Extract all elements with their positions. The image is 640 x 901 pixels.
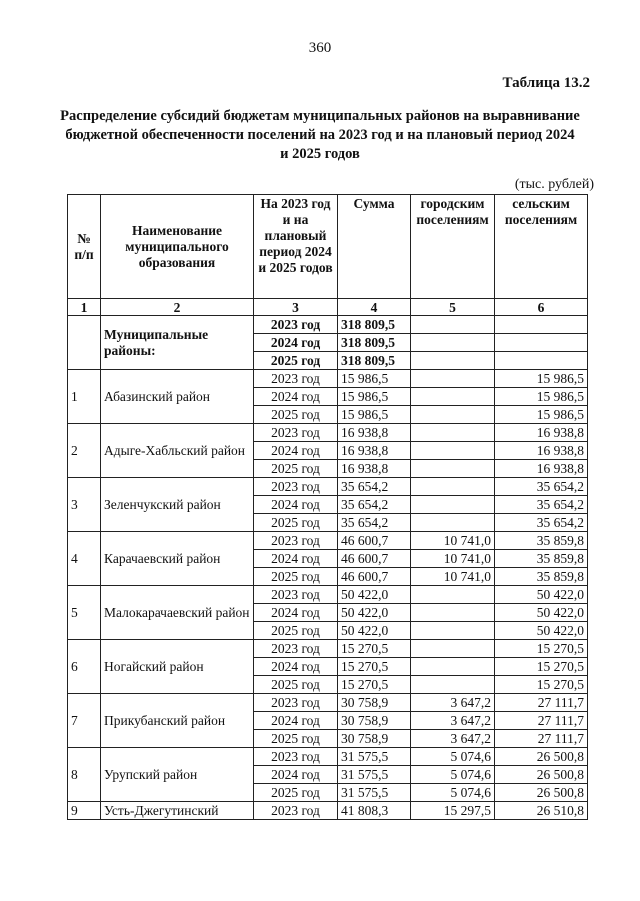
- header-name: Наименование муниципального образования: [101, 195, 254, 299]
- city-settlements-cell: [411, 442, 495, 460]
- city-settlements-cell: 3 647,2: [411, 730, 495, 748]
- header-num: № п/п: [68, 195, 101, 299]
- sum-cell: 41 808,3: [338, 802, 411, 820]
- sum-cell: 30 758,9: [338, 712, 411, 730]
- document-title: Распределение субсидий бюджетам муниципальных районов на выравнивание бюджетной обеспеченности поселений на 2023 год и на плановый период 2024 и 2025 годов: [60, 108, 580, 162]
- city-settlements-cell: [411, 334, 495, 352]
- rural-settlements-cell: 26 500,8: [495, 766, 588, 784]
- table-row: [68, 640, 588, 658]
- year-cell: 2024 год: [254, 658, 338, 676]
- district-name: Урупский район: [101, 748, 254, 802]
- year-cell: 2023 год: [254, 748, 338, 766]
- year-cell: 2023 год: [254, 316, 338, 334]
- table-row: [68, 532, 588, 550]
- row-number: 4: [68, 532, 101, 586]
- table-row: [68, 424, 588, 442]
- city-settlements-cell: [411, 406, 495, 424]
- city-settlements-cell: 5 074,6: [411, 748, 495, 766]
- sum-cell: 31 575,5: [338, 766, 411, 784]
- year-cell: 2024 год: [254, 388, 338, 406]
- year-cell: 2024 год: [254, 604, 338, 622]
- rural-settlements-cell: 16 938,8: [495, 442, 588, 460]
- rural-settlements-cell: 15 270,5: [495, 658, 588, 676]
- header-rural: сельским поселениям: [495, 195, 588, 299]
- table-label: Таблица 13.2: [502, 75, 590, 91]
- city-settlements-cell: 10 741,0: [411, 568, 495, 586]
- year-cell: 2025 год: [254, 622, 338, 640]
- sum-cell: 15 986,5: [338, 388, 411, 406]
- year-cell: 2024 год: [254, 550, 338, 568]
- rural-settlements-cell: 26 510,8: [495, 802, 588, 820]
- table-row: [68, 586, 588, 604]
- sum-cell: 30 758,9: [338, 694, 411, 712]
- row-number: 9: [68, 802, 101, 820]
- sum-cell: 15 270,5: [338, 676, 411, 694]
- rural-settlements-cell: [495, 316, 588, 334]
- year-cell: 2025 год: [254, 730, 338, 748]
- row-number: 2: [68, 424, 101, 478]
- city-settlements-cell: 15 297,5: [411, 802, 495, 820]
- sum-cell: 15 270,5: [338, 658, 411, 676]
- column-number: 2: [101, 299, 254, 316]
- sum-cell: 35 654,2: [338, 514, 411, 532]
- sum-cell: 15 986,5: [338, 406, 411, 424]
- year-cell: 2025 год: [254, 352, 338, 370]
- year-cell: 2025 год: [254, 514, 338, 532]
- rural-settlements-cell: 50 422,0: [495, 604, 588, 622]
- rural-settlements-cell: 35 859,8: [495, 568, 588, 586]
- rural-settlements-cell: [495, 352, 588, 370]
- rural-settlements-cell: 15 986,5: [495, 370, 588, 388]
- district-name: Карачаевский район: [101, 532, 254, 586]
- city-settlements-cell: [411, 352, 495, 370]
- rural-settlements-cell: 35 859,8: [495, 532, 588, 550]
- district-name: Адыге-Хабльский район: [101, 424, 254, 478]
- sum-cell: 35 654,2: [338, 478, 411, 496]
- sum-cell: 50 422,0: [338, 622, 411, 640]
- year-cell: 2023 год: [254, 586, 338, 604]
- row-number: 3: [68, 478, 101, 532]
- city-settlements-cell: [411, 388, 495, 406]
- rural-settlements-cell: 35 654,2: [495, 514, 588, 532]
- sum-cell: 46 600,7: [338, 532, 411, 550]
- year-cell: 2024 год: [254, 496, 338, 514]
- table-row: [68, 370, 588, 388]
- sum-cell: 15 986,5: [338, 370, 411, 388]
- rural-settlements-cell: 15 986,5: [495, 388, 588, 406]
- rural-settlements-cell: 26 500,8: [495, 748, 588, 766]
- year-cell: 2025 год: [254, 676, 338, 694]
- year-cell: 2023 год: [254, 532, 338, 550]
- row-number: 8: [68, 748, 101, 802]
- sum-cell: 318 809,5: [338, 352, 411, 370]
- column-number: 6: [495, 299, 588, 316]
- city-settlements-cell: 3 647,2: [411, 694, 495, 712]
- rural-settlements-cell: 16 938,8: [495, 424, 588, 442]
- city-settlements-cell: [411, 604, 495, 622]
- table-row: [68, 802, 588, 820]
- rural-settlements-cell: 27 111,7: [495, 730, 588, 748]
- district-name: Абазинский район: [101, 370, 254, 424]
- row-number: 7: [68, 694, 101, 748]
- year-cell: 2025 год: [254, 406, 338, 424]
- city-settlements-cell: 3 647,2: [411, 712, 495, 730]
- rural-settlements-cell: 27 111,7: [495, 712, 588, 730]
- sum-cell: 16 938,8: [338, 424, 411, 442]
- rural-settlements-cell: 35 859,8: [495, 550, 588, 568]
- district-name: Малокарачаевский район: [101, 586, 254, 640]
- rural-settlements-cell: 27 111,7: [495, 694, 588, 712]
- sum-cell: 31 575,5: [338, 748, 411, 766]
- rural-settlements-cell: 35 654,2: [495, 478, 588, 496]
- year-cell: 2025 год: [254, 784, 338, 802]
- units-label: (тыс. рублей): [514, 177, 594, 192]
- rural-settlements-cell: 50 422,0: [495, 622, 588, 640]
- table-row: [68, 694, 588, 712]
- page-number: 360: [308, 40, 332, 56]
- sum-cell: 15 270,5: [338, 640, 411, 658]
- district-name: Ногайский район: [101, 640, 254, 694]
- city-settlements-cell: 5 074,6: [411, 766, 495, 784]
- sum-cell: 50 422,0: [338, 586, 411, 604]
- sum-cell: 30 758,9: [338, 730, 411, 748]
- city-settlements-cell: [411, 514, 495, 532]
- rural-settlements-cell: 15 986,5: [495, 406, 588, 424]
- column-number: 3: [254, 299, 338, 316]
- district-name: Прикубанский район: [101, 694, 254, 748]
- sum-cell: 318 809,5: [338, 316, 411, 334]
- sum-cell: 35 654,2: [338, 496, 411, 514]
- column-number: 1: [68, 299, 101, 316]
- city-settlements-cell: [411, 478, 495, 496]
- city-settlements-cell: 5 074,6: [411, 784, 495, 802]
- rural-settlements-cell: 15 270,5: [495, 676, 588, 694]
- year-cell: 2023 год: [254, 640, 338, 658]
- rural-settlements-cell: 35 654,2: [495, 496, 588, 514]
- city-settlements-cell: [411, 586, 495, 604]
- rural-settlements-cell: 50 422,0: [495, 586, 588, 604]
- year-cell: 2025 год: [254, 460, 338, 478]
- year-cell: 2023 год: [254, 370, 338, 388]
- header-city: городским поселениям: [411, 195, 495, 299]
- year-cell: 2024 год: [254, 442, 338, 460]
- header-sum: Сумма: [338, 195, 411, 299]
- table-row: [68, 478, 588, 496]
- city-settlements-cell: [411, 676, 495, 694]
- year-cell: 2025 год: [254, 568, 338, 586]
- sum-cell: 318 809,5: [338, 334, 411, 352]
- city-settlements-cell: [411, 370, 495, 388]
- city-settlements-cell: 10 741,0: [411, 532, 495, 550]
- column-number: 5: [411, 299, 495, 316]
- sum-cell: 50 422,0: [338, 604, 411, 622]
- city-settlements-cell: [411, 424, 495, 442]
- city-settlements-cell: [411, 496, 495, 514]
- column-numbers-row: [68, 299, 588, 316]
- city-settlements-cell: [411, 316, 495, 334]
- sum-cell: 46 600,7: [338, 568, 411, 586]
- sum-cell: 46 600,7: [338, 550, 411, 568]
- district-name: Усть-Джегутинский: [101, 802, 254, 820]
- row-number: [68, 316, 101, 370]
- year-cell: 2024 год: [254, 334, 338, 352]
- year-cell: 2023 год: [254, 694, 338, 712]
- column-number: 4: [338, 299, 411, 316]
- sum-cell: 31 575,5: [338, 784, 411, 802]
- rural-settlements-cell: 15 270,5: [495, 640, 588, 658]
- rural-settlements-cell: 26 500,8: [495, 784, 588, 802]
- total-row: [68, 316, 588, 334]
- city-settlements-cell: [411, 658, 495, 676]
- district-name: Зеленчукский район: [101, 478, 254, 532]
- city-settlements-cell: [411, 622, 495, 640]
- city-settlements-cell: [411, 640, 495, 658]
- year-cell: 2024 год: [254, 712, 338, 730]
- year-cell: 2023 год: [254, 424, 338, 442]
- district-name: Муниципальные районы:: [101, 316, 254, 370]
- city-settlements-cell: 10 741,0: [411, 550, 495, 568]
- year-cell: 2024 год: [254, 766, 338, 784]
- year-cell: 2023 год: [254, 478, 338, 496]
- row-number: 1: [68, 370, 101, 424]
- subsidy-table: [67, 194, 588, 820]
- rural-settlements-cell: [495, 334, 588, 352]
- sum-cell: 16 938,8: [338, 442, 411, 460]
- city-settlements-cell: [411, 460, 495, 478]
- sum-cell: 16 938,8: [338, 460, 411, 478]
- table-row: [68, 748, 588, 766]
- row-number: 6: [68, 640, 101, 694]
- rural-settlements-cell: 16 938,8: [495, 460, 588, 478]
- row-number: 5: [68, 586, 101, 640]
- header-period: На 2023 год и на плановый период 2024 и 2025 годов: [254, 195, 338, 299]
- year-cell: 2023 год: [254, 802, 338, 820]
- table-body: [68, 316, 588, 820]
